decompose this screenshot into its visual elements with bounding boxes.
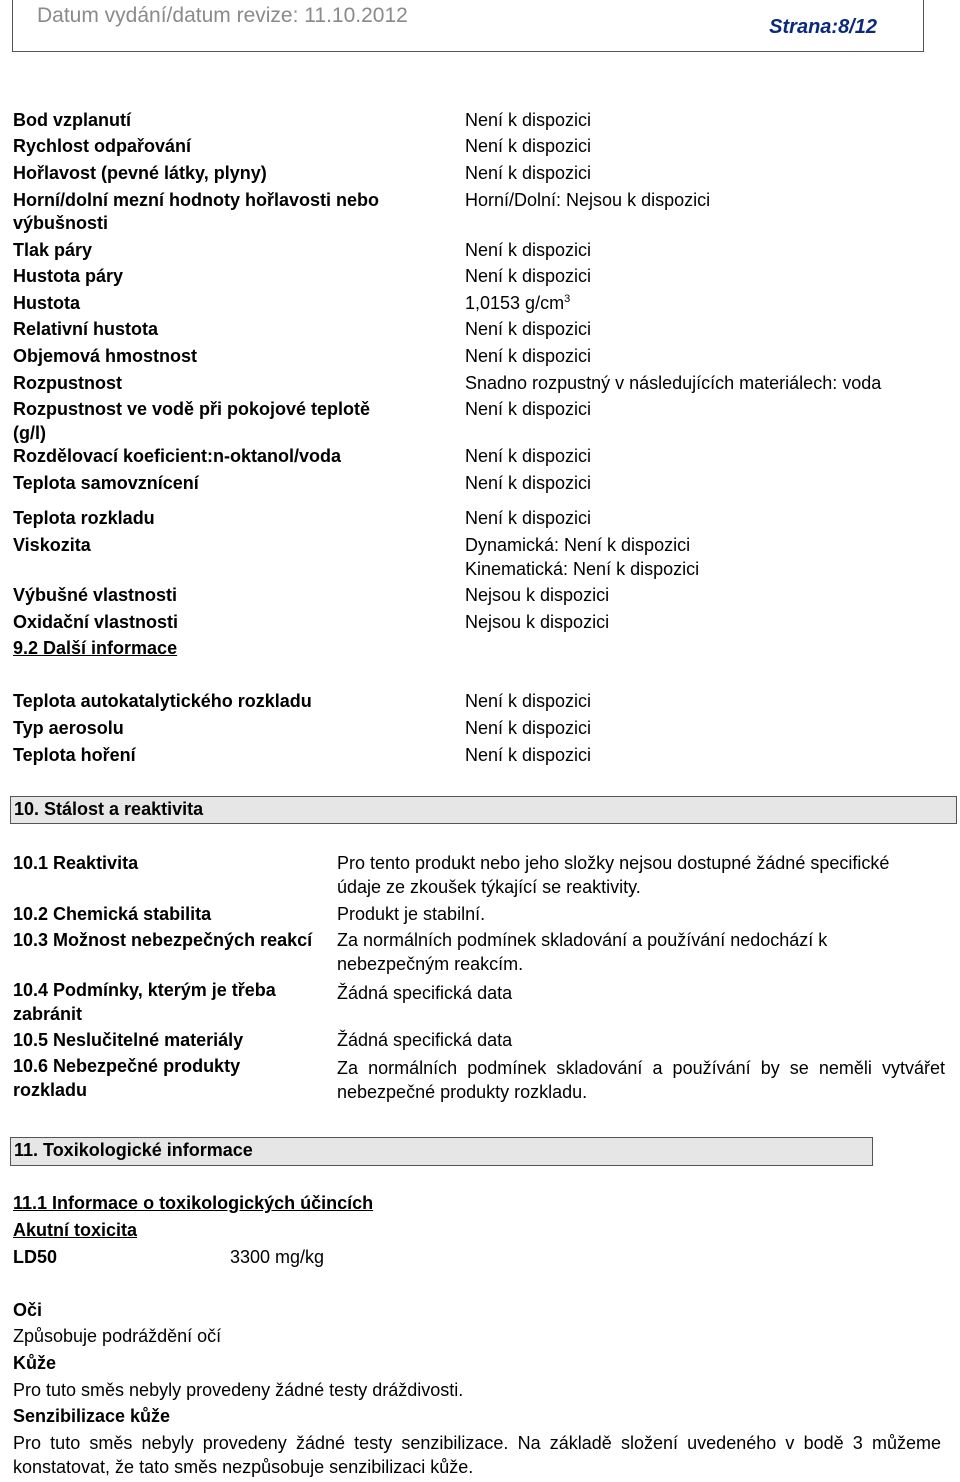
prop-value: Není k dispozici [465,110,592,130]
prop-value: Není k dispozici [465,346,592,366]
page-prefix: Strana: [769,16,839,38]
prop-value: Není k dispozici [465,399,592,419]
prop-label: Teplota samovznícení [13,473,199,493]
prop-label: Teplota hoření [13,745,136,765]
s10-value: Žádná specifická data [337,1030,513,1050]
prop-label: Hořlavost (pevné látky, plyny) [13,163,267,183]
s10-value: Žádná specifická data [337,983,513,1003]
ld50-value: 3300 mg/kg [230,1247,325,1267]
skin-text: Pro tuto směs nebyly provedeny žádné testy dráždivosti. [13,1380,464,1400]
prop-label-cont: (g/l) [13,423,46,443]
prop-label: Typ aerosolu [13,718,124,738]
eyes-title: Oči [13,1300,43,1320]
page-header [12,0,924,52]
prop-label: Rozpustnost ve vodě při pokojové teplotě [13,399,371,419]
page-num: 8/12 [838,16,877,38]
prop-value: Není k dispozici [465,508,592,528]
prop-label: Rozpustnost [13,373,122,393]
prop-label: Oxidační vlastnosti [13,612,179,632]
s10-label: 10.2 Chemická stabilita [13,904,212,924]
s10-value: Pro tento produkt nebo jeho složky nejsou dostupné žádné specifické údaje ze zkoušek týkající se reaktivity. [337,853,890,897]
prop-value: Není k dispozici [465,266,592,286]
s10-label: 10.6 Nebezpečné produkty rozkladu [13,1056,241,1100]
s10-label: 10.5 Neslučitelné materiály [13,1030,244,1050]
prop-value: Není k dispozici [465,691,592,711]
s10-label: 10.1 Reaktivita [13,853,139,873]
density-value: 1,0153 g/cm [465,293,565,313]
prop-value: Snadno rozpustný v následujících materiálech: voda [465,373,882,393]
sensitization-title: Senzibilizace kůže [13,1406,171,1426]
skin-title: Kůže [13,1353,57,1373]
prop-value: Dynamická: Není k dispozici [465,535,691,555]
sensitization-text: Pro tuto směs nebyly provedeny žádné testy senzibilizace. Na základě složení uvedeného v bodě 3 můžeme konstatovat, že tato směs nezpůsobuje senzibilizaci kůže. [13,1433,941,1477]
prop-value: Není k dispozici [465,745,592,765]
density-exponent: 3 [564,293,571,305]
prop-value: Nejsou k dispozici [465,612,610,632]
prop-value-cont: Kinematická: Není k dispozici [465,559,700,579]
prop-value: Není k dispozici [465,718,592,738]
revision-date-label: Datum vydání/datum revize: [37,4,299,27]
acute-toxicity-title: Akutní toxicita [13,1220,138,1240]
subsection-title: 9.2 Další informace [13,638,178,658]
prop-label: Objemová hmostnost [13,346,198,366]
prop-label: Teplota rozkladu [13,508,155,528]
prop-value: Není k dispozici [465,240,592,260]
section-10-header: 10. Stálost a reaktivita [10,796,957,824]
prop-label-cont: výbušnosti [13,213,109,233]
prop-label: Viskozita [13,535,91,555]
prop-label: Hustota páry [13,266,124,286]
prop-value: Není k dispozici [465,163,592,183]
prop-label: Rozdělovací koeficient:n-oktanol/voda [13,446,342,466]
prop-value [465,292,570,316]
s10-value: Za normálních podmínek skladování a používání by se neměli vytvářet nebezpečné produkty rozkladu. [337,1058,945,1102]
section-11-header: 11. Toxikologické informace [10,1137,873,1166]
prop-label: Rychlost odpařování [13,136,192,156]
prop-value: Nejsou k dispozici [465,585,610,605]
prop-label: Hustota [13,293,80,313]
prop-value: Není k dispozici [465,136,592,156]
prop-label: Horní/dolní mezní hodnoty hořlavosti nebo [13,190,379,210]
s10-label: 10.3 Možnost nebezpečných reakcí [13,930,313,950]
prop-label: Teplota autokatalytického rozkladu [13,691,312,711]
page-number [769,16,877,39]
revision-date-line [37,4,408,28]
eyes-text: Způsobuje podráždění očí [13,1326,222,1346]
s10-value: Produkt je stabilní. [337,904,486,924]
prop-value: Není k dispozici [465,473,592,493]
subsection-title: 11.1 Informace o toxikologických účincích [13,1193,374,1213]
prop-value: Není k dispozici [465,319,592,339]
revision-date-value: 11.10.2012 [304,4,408,27]
prop-value: Není k dispozici [465,446,592,466]
s10-label: 10.4 Podmínky, kterým je třeba zabránit [13,980,276,1024]
prop-label: Výbušné vlastnosti [13,585,178,605]
prop-value: Horní/Dolní: Nejsou k dispozici [465,190,711,210]
s10-value: Za normálních podmínek skladování a používání nedochází k nebezpečným reakcím. [337,930,828,974]
prop-label: Relativní hustota [13,319,159,339]
prop-label: Tlak páry [13,240,93,260]
prop-label: Bod vzplanutí [13,110,131,130]
ld50-label: LD50 [13,1247,58,1267]
